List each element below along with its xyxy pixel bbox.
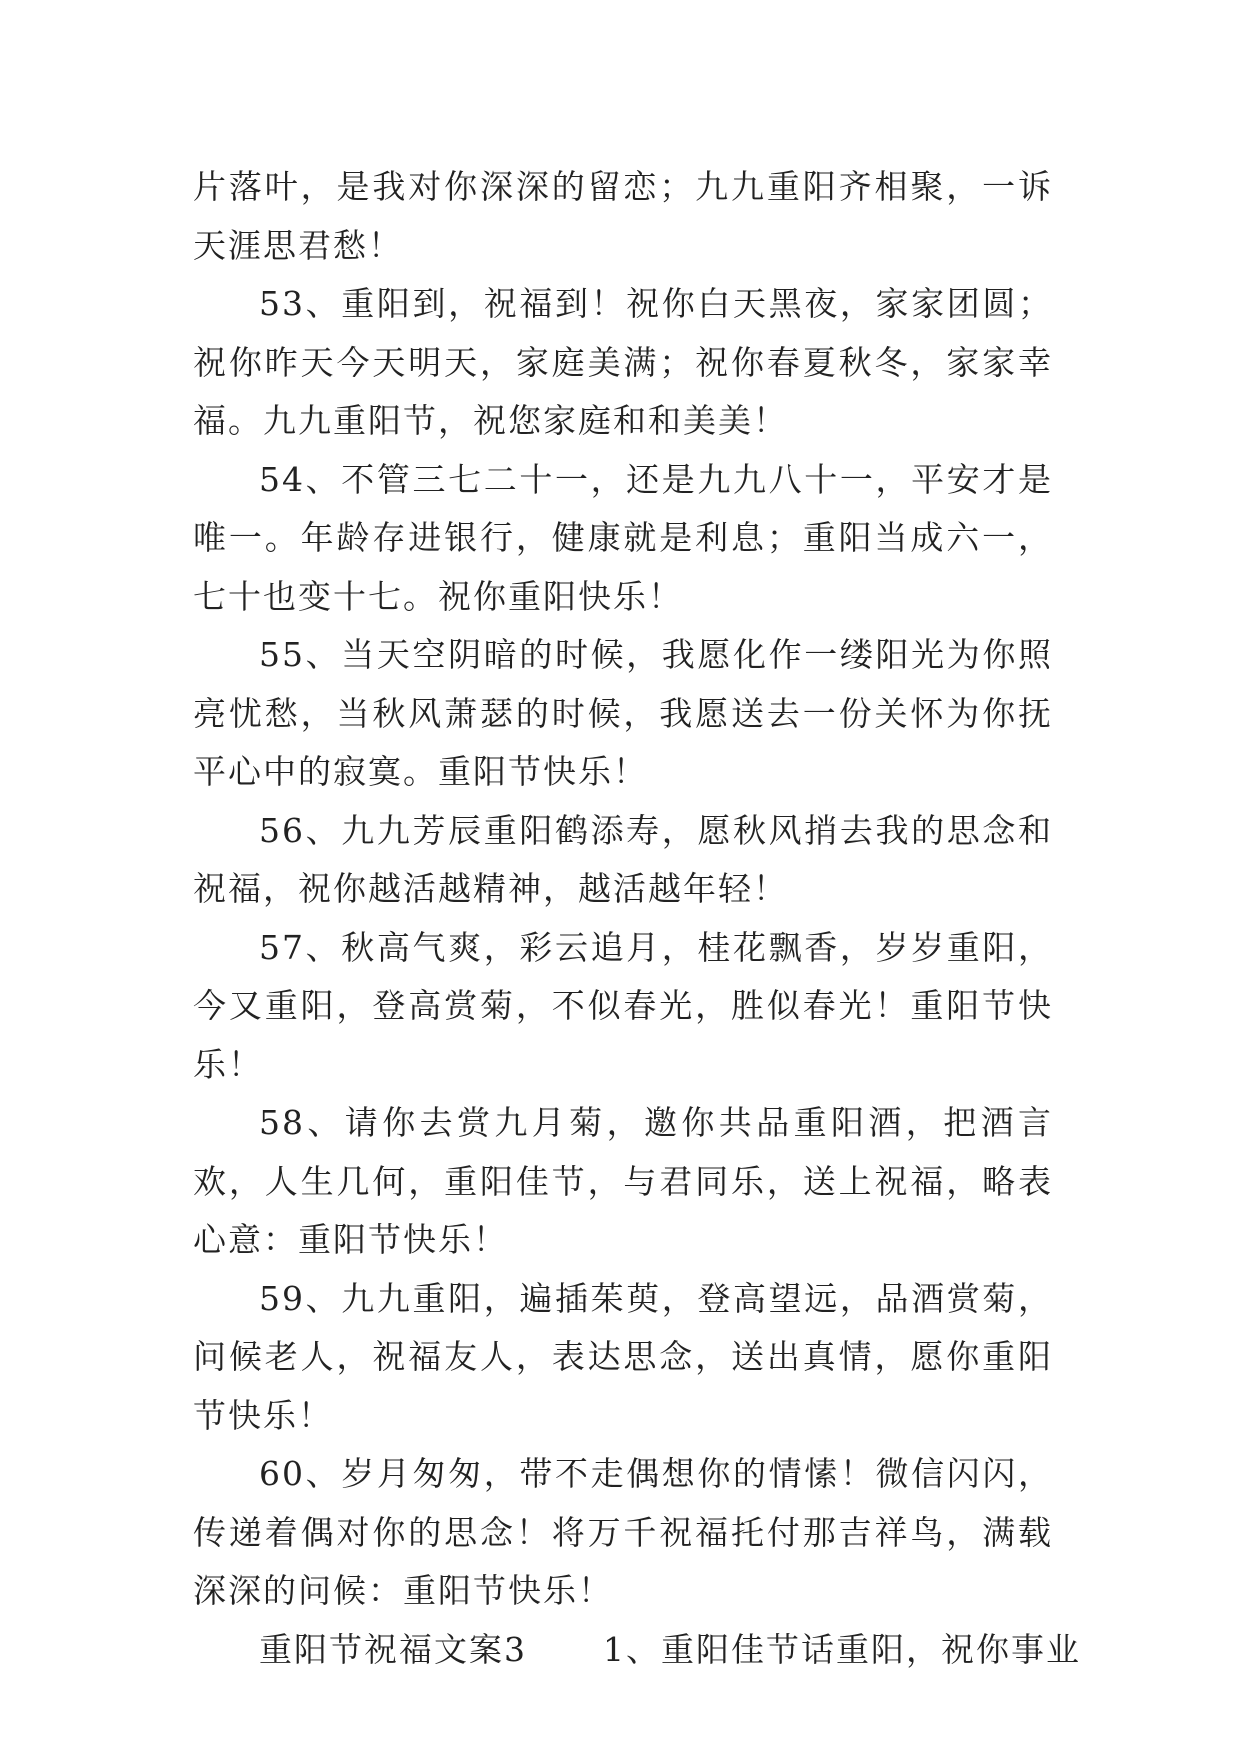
document-body xyxy=(193,158,1081,1679)
lead-fragment-paragraph: 片落叶，是我对你深深的留恋；九九重阳齐相聚，一诉天涯思君愁！ xyxy=(193,167,1053,265)
greeting-paragraph-53: 53、重阳到，祝福到！祝你白天黑夜，家家团圆；祝你昨天今天明天，家庭美满；祝你春夏秋冬，家家幸福。九九重阳节，祝您家庭和和美美！ xyxy=(193,284,1053,440)
greeting-paragraph-55: 55、当天空阴暗的时候，我愿化作一缕阳光为你照亮忧愁，当秋风萧瑟的时候，我愿送去一份关怀为你抚平心中的寂寞。重阳节快乐！ xyxy=(193,635,1053,791)
greeting-paragraph-57: 57、秋高气爽，彩云追月，桂花飘香，岁岁重阳，今又重阳，登高赏菊，不似春光，胜似春光！重阳节快乐！ xyxy=(193,927,1053,1084)
greeting-paragraph-56: 56、九九芳辰重阳鹤添寿，愿秋风捎去我的思念和祝福，祝你越活越精神，越活越年轻！ xyxy=(193,810,1053,908)
section-line xyxy=(193,1621,1081,1680)
greeting-paragraph-58: 58、请你去赏九月菊，邀你共品重阳酒，把酒言欢，人生几何，重阳佳节，与君同乐，送上祝福，略表心意：重阳节快乐！ xyxy=(193,1103,1053,1259)
greeting-paragraph-59: 59、九九重阳，遍插茱萸，登高望远，品酒赏菊，问候老人，祝福友人，表达思念，送出真情，愿你重阳节快乐！ xyxy=(193,1278,1053,1435)
greeting-paragraph-54: 54、不管三七二十一，还是九九八十一，平安才是唯一。年龄存进银行，健康就是利息；重阳当成六一，七十也变十七。祝你重阳快乐！ xyxy=(193,459,1053,616)
section-first-item: 1、重阳佳节话重阳，祝你事业 xyxy=(603,1629,1081,1669)
greeting-paragraph-60: 60、岁月匆匆，带不走偶想你的情愫！微信闪闪，传递着偶对你的思念！将万千祝福托付那吉祥鸟，满载深深的问候：重阳节快乐！ xyxy=(193,1454,1053,1610)
section-heading: 重阳节祝福文案3 xyxy=(259,1629,527,1669)
